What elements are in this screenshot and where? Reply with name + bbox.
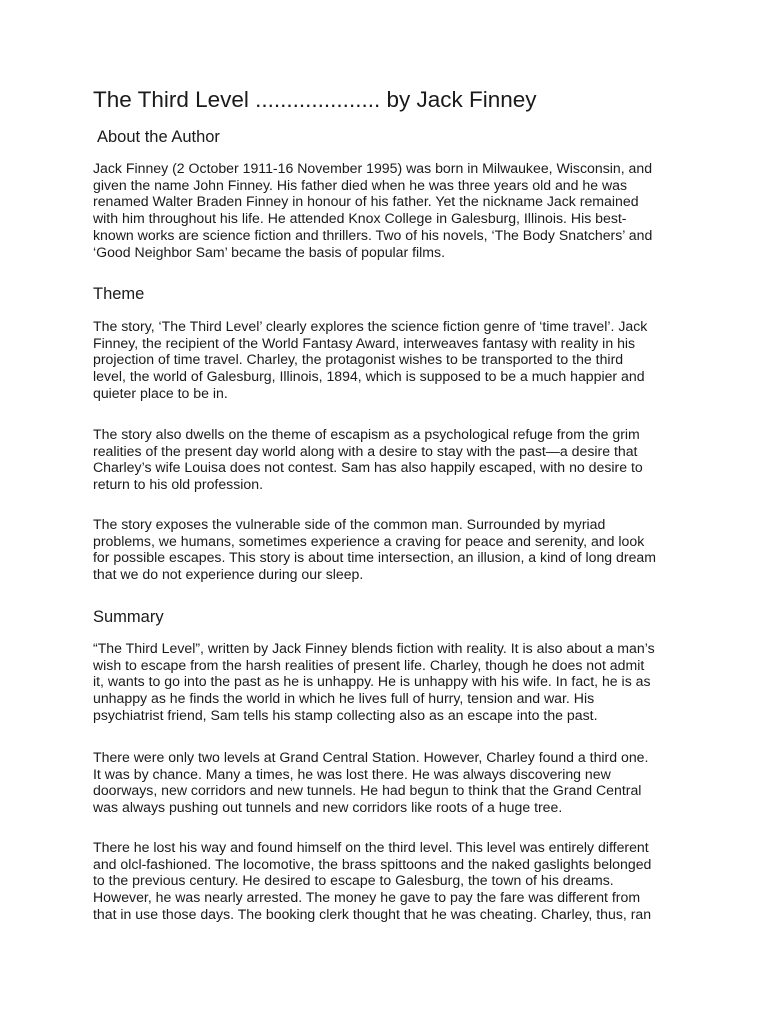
text-line: level, the world of Galesburg, Illinois, 1894, which is supposed to be a much happier and [93,368,645,385]
text-line: The story, ‘The Third Level’ clearly explores the science fiction genre of ‘time travel’. Jack [93,318,648,334]
text-line: that in use those days. The booking clerk thought that he was cheating. Charley, thus, ran [93,905,652,922]
text-line: given the name John Finney. His father died when he was three years old and he was [93,176,628,193]
text-line: known works are science fiction and thrillers. Two of his novels, ‘The Body Snatchers’ and [93,226,653,243]
about-author-paragraph [93,160,715,260]
summary-heading: Summary [93,608,164,626]
text-line: return to his old profession. [93,476,263,493]
summary-paragraph-1 [93,640,715,724]
text-line: was always pushing out tunnels and new corridors like roots of a huge tree. [93,799,563,816]
text-line: with him throughout his life. He attended Knox College in Galesburg, Illinois. His best- [93,210,627,227]
text-line: realities of the present day world along with a desire to stay with the past—a desire that [93,442,638,459]
document-title: The Third Level .................... by Jack Finney [93,87,537,112]
text-line: unhappy as he finds the world in which he lives full of hurry, tension and war. His [93,690,595,707]
text-line: it, wants to go into the past as he is unhappy. He is unhappy with his wife. In fact, he is as [93,673,651,690]
text-line: Jack Finney (2 October 1911-16 November 1995) was born in Milwaukee, Wisconsin, and [93,160,653,176]
text-line: Charley’s wife Louisa does not contest. Sam has also happily escaped, with no desire to [93,459,643,476]
about-author-heading: About the Author [97,128,220,146]
text-line: projection of time travel. Charley, the protagonist wishes to be transported to the third [93,351,624,368]
text-line: However, he was nearly arrested. The money he gave to pay the fare was different from [93,889,641,906]
theme-paragraph-3 [93,516,715,583]
text-line: problems, we humans, sometimes experience a craving for peace and serenity, and look [93,532,645,549]
text-line: There were only two levels at Grand Central Station. However, Charley found a third one. [93,749,649,765]
text-line: The story exposes the vulnerable side of the common man. Surrounded by myriad [93,516,606,532]
text-line: Finney, the recipient of the World Fantasy Award, interweaves fantasy with reality in his [93,334,636,351]
text-line: psychiatrist friend, Sam tells his stamp collecting also as an escape into the past. [93,706,598,723]
text-line: It was by chance. Many a times, he was lost there. He was always discovering new [93,765,611,782]
summary-paragraph-3 [93,839,715,923]
text-line: There he lost his way and found himself on the third level. This level was entirely different [93,839,649,855]
text-line: wish to escape from the harsh realities of present life. Charley, though he does not admit [93,656,645,673]
summary-paragraph-2 [93,749,715,816]
text-line: to the previous century. He desired to escape to Galesburg, the town of his dreams. [93,872,614,889]
text-line: renamed Walter Braden Finney in honour of his father. Yet the nickname Jack remained [93,193,639,210]
text-line: “The Third Level”, written by Jack Finney blends fiction with reality. It is also about a man’s [93,640,655,656]
theme-heading: Theme [93,285,145,303]
text-line: ‘Good Neighbor Sam’ became the basis of popular films. [93,243,445,260]
theme-paragraph-1 [93,318,715,402]
text-line: that we do not experience during our sleep. [93,566,364,583]
text-line: and olcl-fashioned. The locomotive, the brass spittoons and the naked gaslights belonged [93,855,652,872]
theme-paragraph-2 [93,426,715,493]
text-line: quieter place to be in. [93,384,228,401]
text-line: for possible escapes. This story is about time intersection, an illusion, a kind of long dream [93,549,656,566]
text-line: The story also dwells on the theme of escapism as a psychological refuge from the grim [93,426,640,442]
text-line: doorways, new corridors and new tunnels. He had begun to think that the Grand Central [93,782,642,799]
